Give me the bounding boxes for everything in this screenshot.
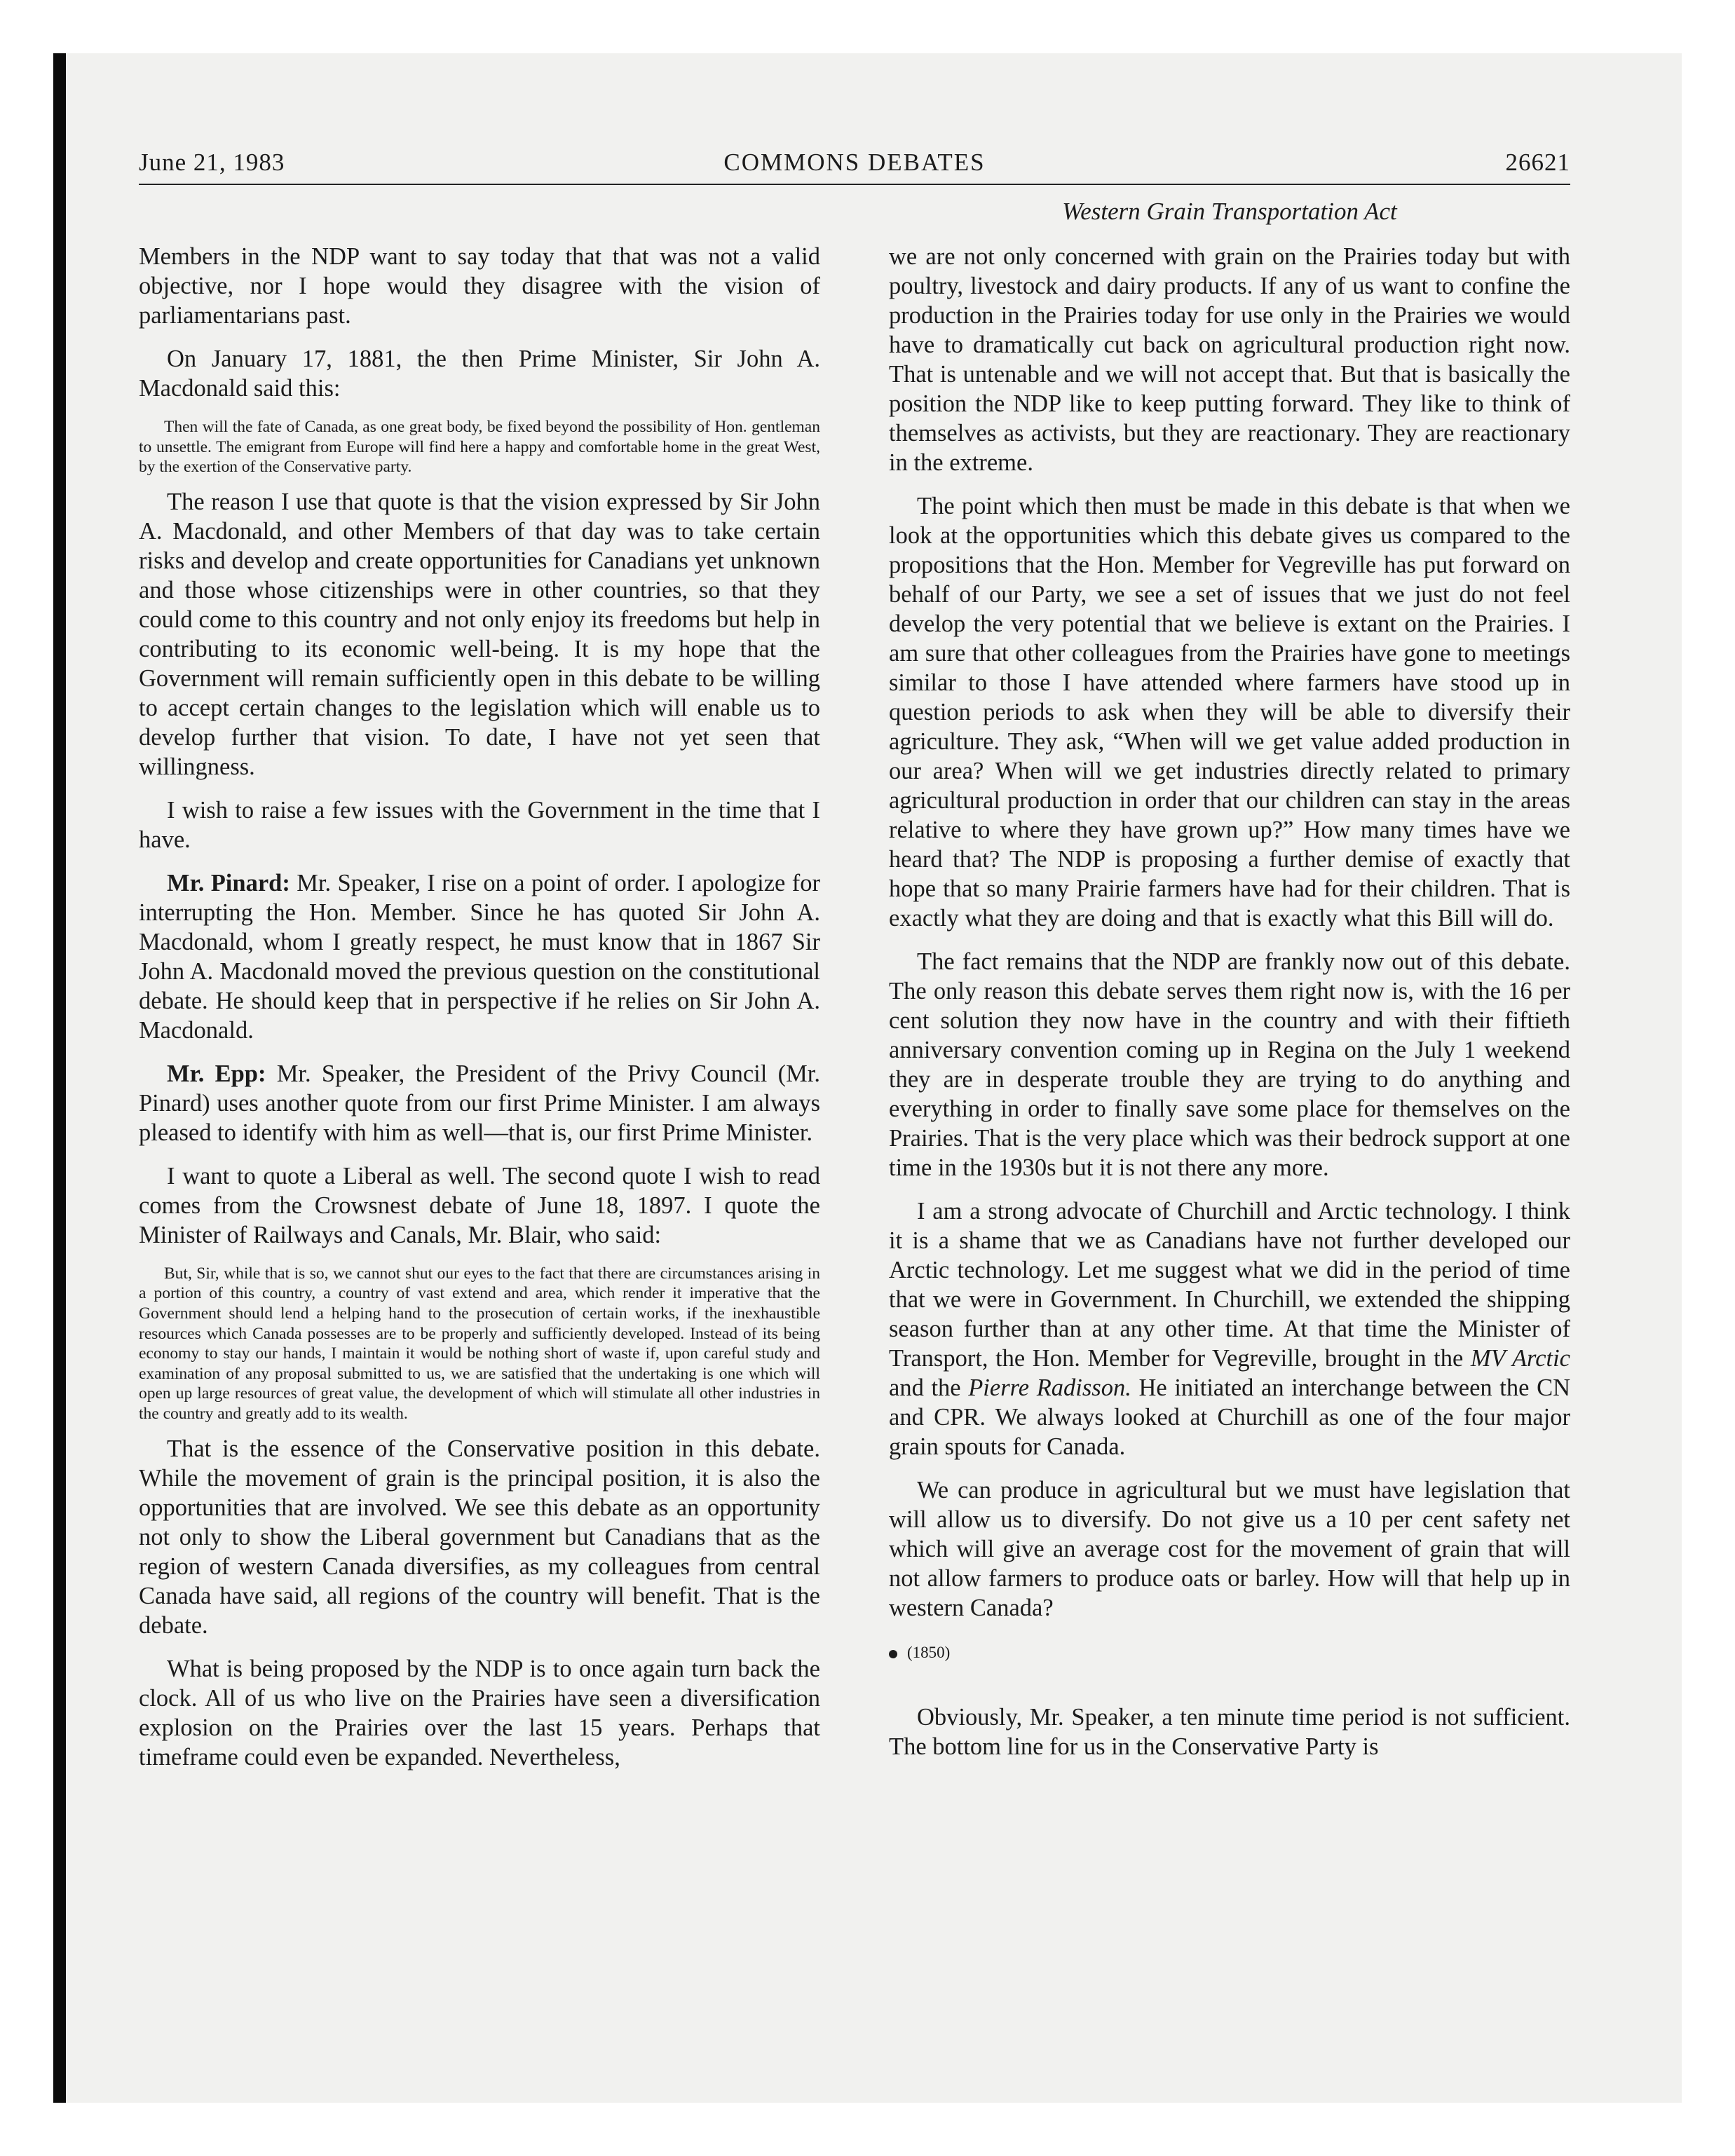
paragraph: We can produce in agricultural but we must have legislation that will allow us to diversify. Do not give us a 10 per cent safety net which will give an average cost for the movement of grain that will not allow farmers to produce oats or barley. How will that help up in western Canada? bbox=[889, 1477, 1570, 1621]
text-run: He initiated an interchange between the CN and CPR. We always looked at Churchill as one of the four major grain spouts for Canada. bbox=[889, 1374, 1570, 1460]
paragraph: Obviously, Mr. Speaker, a ten minute time period is not sufficient. The bottom line for us in the Conservative Party is bbox=[889, 1704, 1570, 1760]
paragraph: On January 17, 1881, the then Prime Minister, Sir John A. Macdonald said this: bbox=[139, 346, 820, 402]
left-column bbox=[139, 242, 820, 1786]
bullet-icon bbox=[889, 1650, 897, 1658]
paragraph: we are not only concerned with grain on the Prairies today but with poultry, livestock and dairy products. If any of us want to confine the production in the Prairies today for use only in the Prairies we would have to dramatically cut back on agricultural production right now. That is untenable and we will not accept that. But that is basically the position the NDP like to keep putting forward. They like to think of themselves as activists, but they are reactionary. They are reactionary in the extreme. bbox=[889, 243, 1570, 476]
right-column bbox=[889, 242, 1570, 1775]
text-run: and the bbox=[889, 1374, 969, 1401]
ship-name: Pierre Radisson. bbox=[968, 1374, 1131, 1401]
paragraph: The reason I use that quote is that the vision expressed by Sir John A. Macdonald, and other Members of that day was to take certain risks and develop and create opportunities for Canadians yet unknown and those whose citizenships were in other countries, so that they could come to this country and not only enjoy its freedoms but help in contributing to its economic well-being. It is my hope that the Government will remain sufficiently open in this debate to be willing to accept certain changes to the legislation which will enable us to develop further that vision. To date, I have not yet seen that willingness. bbox=[139, 488, 820, 780]
speech-text: Mr. Speaker, I rise on a point of order. I apologize for interrupting the Hon. Member. Since he has quoted Sir John A. Macdonald, whom I greatly respect, he must know that in 1867 Sir John A. Macdonald moved the previous question on the constitutional debate. He should keep that in perspective if he relies on Sir John A. Macdonald. bbox=[139, 869, 820, 1044]
paragraph: That is the essence of the Conservative position in this debate. While the movement of grain is the principal position, it is also the opportunities that are involved. We see this debate as an opportunity not only to show the Liberal government but Canadians that as the region of western Canada diversifies, as my colleagues from central Canada have said, all regions of the country will benefit. That is the debate. bbox=[139, 1435, 820, 1639]
paragraph: I want to quote a Liberal as well. The second quote I wish to read comes from the Crowsnest debate of June 18, 1897. I quote the Minister of Railways and Canals, Mr. Blair, who said: bbox=[139, 1162, 820, 1248]
ship-name: MV Arctic bbox=[1470, 1345, 1570, 1372]
header-publication: COMMONS DEBATES bbox=[723, 149, 986, 176]
header-page-number: 26621 bbox=[1505, 149, 1570, 176]
speaker-name: Mr. Epp: bbox=[167, 1060, 266, 1087]
paragraph: What is being proposed by the NDP is to once again turn back the clock. All of us who live on the Prairies have seen a diversification explosion on the Prairies over the last 15 years. Perhaps that timeframe could even be expanded. Nevertheless, bbox=[139, 1655, 820, 1770]
page-header bbox=[139, 149, 1570, 185]
speaker-name: Mr. Pinard: bbox=[167, 869, 290, 896]
paragraph: The fact remains that the NDP are frankly now out of this debate. The only reason this debate serves them right now is, with the 16 per cent solution they now have in the country and with their fiftieth anniversary convention coming up in Regina on the July 1 weekend they are in desperate trouble they are trying to do anything and everything in order to finally save some place for themselves on the Prairies. That is the very place which was their bedrock support at one time in the 1930s but it is not there any more. bbox=[889, 948, 1570, 1181]
timestamp: (1850) bbox=[907, 1644, 951, 1661]
speech-epp bbox=[139, 1059, 820, 1147]
block-quote: But, Sir, while that is so, we cannot shut our eyes to the fact that there are circumstances arising in a portion of this country, a country of vast extend and area, which render it imperative that the Government should lend a helping hand to the prosecution of certain works, if the inexhaustible resources which Canada possesses are to be properly and sufficiently developed. Instead of its being economy to stay our hands, I maintain it would be nothing short of waste if, upon careful study and examination of any proposal submitted to us, we are satisfied that the undertaking is one which will open up large resources of great value, the development of which will stimulate all other industries in the country and greatly add to its wealth. bbox=[139, 1264, 820, 1423]
paragraph: Members in the NDP want to say today that that was not a valid objective, nor I hope would they disagree with the vision of parliamentarians past. bbox=[139, 243, 820, 329]
timestamp-marker bbox=[889, 1638, 1570, 1667]
header-date: June 21, 1983 bbox=[139, 149, 285, 176]
paragraph bbox=[889, 1196, 1570, 1461]
text-run: I am a strong advocate of Churchill and Arctic technology. I think it is a shame that we as Canadians have not further developed our Arctic technology. Let me suggest what we did in the period of time that we were in Government. In Churchill, we extended the shipping season further than at any other time. At that time the Minister of Transport, the Hon. Member for Vegreville, brought in the bbox=[889, 1198, 1570, 1372]
paragraph: I wish to raise a few issues with the Government in the time that I have. bbox=[139, 796, 820, 853]
paragraph: The point which then must be made in this debate is that when we look at the opportunities which this debate gives us compared to the propositions that the Hon. Member for Vegreville has put forward on behalf of our Party, we see a set of issues that we just do not feel develop the very potential that we believe is extant on the Prairies. I am sure that other colleagues from the Prairies have gone to meetings similar to those I have attended where farmers have stood up in question periods to ask when they will be able to diversify their agriculture. They ask, “When will we get value added production in our area? When will we get industries directly related to primary agricultural production in order that our children can stay in the areas relative to where they have grown up?” How many times have we heard that? The NDP is proposing a further demise of exactly that hope that so many Prairie farmers have had for their children. That is exactly what they are doing and that is exactly what this Bill will do. bbox=[889, 493, 1570, 932]
block-quote: Then will the fate of Canada, as one great body, be fixed beyond the possibility of Hon. gentleman to unsettle. The emigrant from Europe will find here a happy and comfortable home in the great West, by the exertion of the Conservative party. bbox=[139, 418, 820, 477]
speech-text: Mr. Speaker, the President of the Privy Council (Mr. Pinard) uses another quote from our first Prime Minister. I am always pleased to identify with him as well—that is, our first Prime Minister. bbox=[139, 1060, 820, 1146]
running-title: Western Grain Transportation Act bbox=[1062, 198, 1397, 225]
speech-pinard bbox=[139, 868, 820, 1045]
scan-binding-edge bbox=[53, 53, 66, 2103]
